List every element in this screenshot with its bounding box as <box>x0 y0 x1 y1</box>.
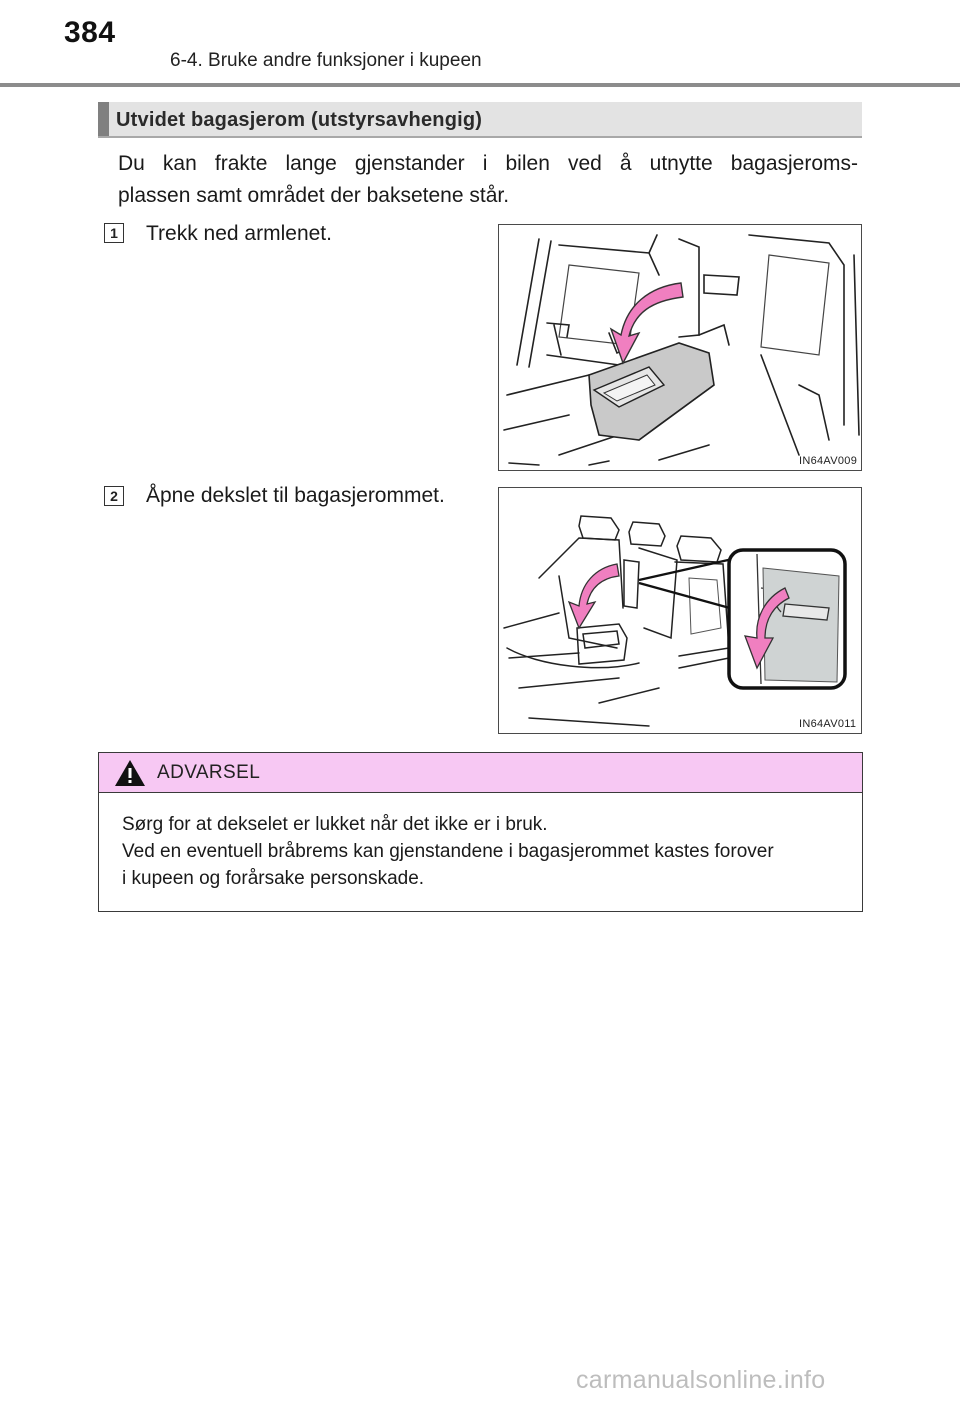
page-number: 384 <box>64 16 116 49</box>
warning-triangle-icon <box>114 759 146 787</box>
warning-title: ADVARSEL <box>157 762 261 783</box>
watermark: carmanualsonline.info <box>576 1366 826 1394</box>
section-heading <box>98 102 862 138</box>
trunk-cover-illustration <box>499 488 863 735</box>
intro-line-2: plassen samt området der baksetene står. <box>118 184 510 207</box>
header-divider <box>0 83 960 87</box>
warning-line-3: i kupeen og forårsake personskade. <box>122 868 425 889</box>
figure-code-2: IN64AV011 <box>799 718 857 730</box>
intro-line-1: Du kan frakte lange gjenstander i bilen ved å utnytte bagasjeroms- <box>118 152 858 175</box>
warning-box <box>98 752 863 912</box>
section-heading-bar <box>98 102 109 136</box>
running-header: 6-4. Bruke andre funksjoner i kupeen <box>170 50 482 71</box>
figure-trunk-cover <box>498 487 862 734</box>
step-1-badge: 1 <box>104 223 124 243</box>
warning-body <box>122 811 852 892</box>
section-heading-text: Utvidet bagasjerom (utstyrsavhengig) <box>116 109 483 131</box>
warning-header <box>99 753 862 793</box>
figure-armrest <box>498 224 862 471</box>
warning-line-2: Ved en eventuell bråbrems kan gjenstandene i bagasjerommet kastes forover <box>122 841 774 862</box>
step-1-text: Trekk ned armlenet. <box>146 222 332 245</box>
warning-line-1: Sørg for at dekselet er lukket når det ikke er i bruk. <box>122 814 548 835</box>
figure-code-1: IN64AV009 <box>799 455 858 467</box>
step-2-badge: 2 <box>104 486 124 506</box>
step-2-text: Åpne dekslet til bagasjerommet. <box>146 484 445 507</box>
intro-paragraph <box>118 148 858 212</box>
armrest-illustration <box>499 225 863 472</box>
